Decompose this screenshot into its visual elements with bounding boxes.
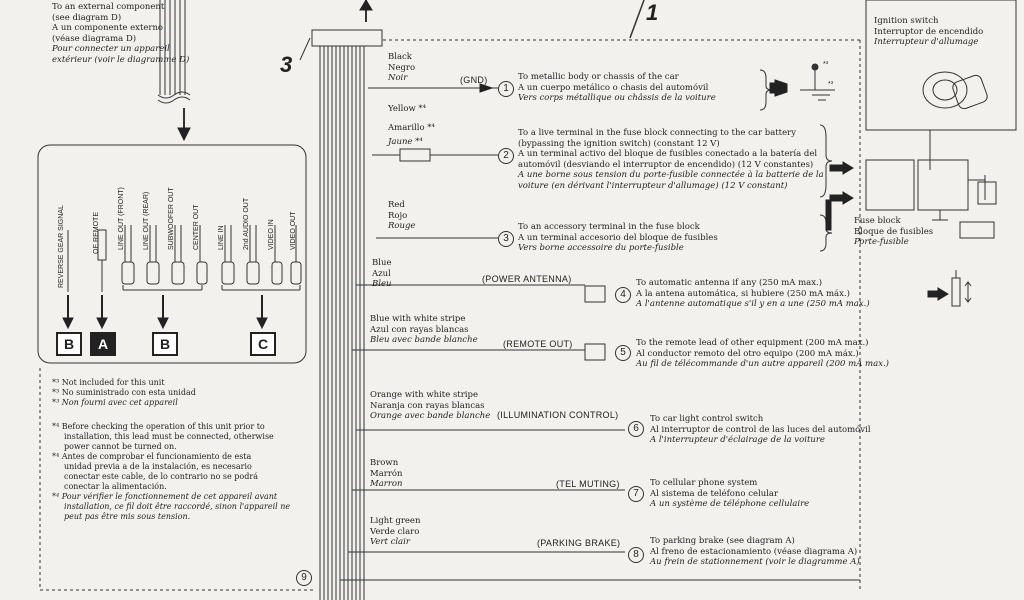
note-4-fr-2: installation, ce fil doit être raccordé, sinon l'appareil ne: [64, 502, 291, 511]
external-es-ref: (véase diagrama D): [52, 33, 137, 44]
note-4-en-1: *⁴ Before checking the operation of this unit prior to: [52, 422, 265, 431]
wire-1-tag: (GND): [460, 75, 488, 85]
external-en-ref: (see diagram D): [52, 12, 122, 23]
diagram-box-c: C: [250, 332, 276, 356]
rca-label-video-out: VIDEO OUT: [290, 211, 297, 250]
rca-label-line-in: LINE IN: [218, 225, 225, 250]
rca-label-reverse-gear: REVERSE GEAR SIGNAL: [58, 205, 65, 288]
note-3-es: *³ No suministrado con esta unidad: [52, 388, 196, 397]
wire-1-desc: To metallic body or chassis of the car A un cuerpo metálico o chasis del automóvil Vers corps métallique ou châssis de la voiture: [518, 72, 716, 103]
rca-label-2nd-audio-out: 2nd AUDIO OUT: [243, 197, 250, 250]
rca-label-oe-remote: OE REMOTE: [93, 211, 100, 254]
diagram-box-a: A: [90, 332, 116, 356]
wire-5-number: 5: [615, 345, 631, 361]
ignition-fr: Interrupteur d'allumage: [874, 37, 979, 47]
wire-1-color: Black Negro Noir: [388, 52, 416, 83]
wire-7-number: 7: [628, 486, 644, 502]
ignition-en: Ignition switch: [874, 16, 939, 26]
wire-4-color: Blue Azul Bleu: [372, 258, 392, 289]
wire-3-number: 3: [498, 231, 514, 247]
wire-6-number: 6: [628, 421, 644, 437]
note-4-fr-3: peut pas être mis sous tension.: [64, 512, 191, 521]
wire-5-desc: To the remote lead of other equipment (200 mA max.) Al conductor remoto del otro equipo (200 mA máx.) Au fil de télécommande d'un autre appareil (200 mA max.): [636, 338, 889, 369]
external-fr-2: extérieur (voir le diagramme D): [52, 54, 190, 65]
diagram-box-b-2: B: [152, 332, 178, 356]
note-3-fr: *³ Non fourni avec cet appareil: [52, 398, 178, 407]
note-4-es-3: conectar este cable, de lo contrario no se podrá: [64, 472, 258, 481]
diagram-box-b-1: B: [56, 332, 82, 356]
callout-3: 3: [280, 52, 293, 77]
wire-2-color: Yellow *⁴ Amarillo *⁴ Jaune *⁴: [388, 104, 435, 147]
wire-7-tag: (TEL MUTING): [556, 479, 620, 489]
wire-7-color: Brown Marrón Marron: [370, 458, 403, 489]
note-4-en-2: installation, this lead must be connected, otherwise: [64, 432, 274, 441]
wire-8-desc: To parking brake (see diagram A) Al freno de estacionamiento (véase diagrama A) Au frein de stationnement (voir le diagramme A): [650, 536, 860, 567]
wire-3-color: Red Rojo Rouge: [388, 200, 416, 231]
rca-label-subwoofer-out: SUBWOOFER OUT: [168, 187, 175, 250]
wire-2-desc: To a live terminal in the fuse block connecting to the car battery (bypassing the ignition switch) (constant 12 V) A un terminal activo del bloque de fusibles conectado a la batería del automóvil (desviando el interruptor de encendido) (12 V constantes) A une borne sous tension du porte-fusible connectée à la batterie de la voiture (en dérivant l'interrupteur d'allumage) (12 V constant): [518, 128, 824, 191]
circle-9: 9: [296, 570, 312, 586]
external-fr-1: Pour connecter un appareil: [52, 44, 170, 54]
wire-5-tag: (REMOTE OUT): [503, 339, 573, 349]
note-4-es-2: unidad previa a de la instalación, es necesario: [64, 462, 252, 471]
wire-4-number: 4: [615, 287, 631, 303]
note-4-es-1: *⁴ Antes de comprobar el funcionamiento de esta: [52, 452, 252, 461]
wire-8-tag: (PARKING BRAKE): [537, 538, 621, 548]
note-4-fr-1: *⁴ Pour vérifier le fonctionnement de cet appareil avant: [52, 492, 278, 501]
wire-1-number: 1: [498, 81, 514, 97]
rca-label-line-out-rear: LINE OUT (REAR): [143, 191, 150, 250]
rca-label-line-out-front: LINE OUT (FRONT): [118, 187, 125, 250]
wire-8-number: 8: [628, 547, 644, 563]
ground-mark-2: *³: [828, 81, 834, 88]
external-es: A un componente externo: [52, 23, 164, 33]
external-en: To an external component: [52, 2, 165, 12]
fuse-es: Bloque de fusibles: [854, 226, 934, 237]
note-4-es-4: conectar la alimentación.: [64, 482, 167, 491]
fuse-fr: Porte-fusible: [854, 237, 909, 247]
wire-8-color: Light green Verde claro Vert clair: [370, 516, 421, 547]
callout-1: 1: [646, 0, 659, 25]
ignition-es: Interruptor de encendido: [874, 26, 984, 37]
wire-4-desc: To automatic antenna if any (250 mA max.) A la antena automática, si hubiere (250 mA máx.) A l'antenne automatique s'il y en a une (250 mA max.): [636, 278, 870, 309]
wire-4-tag: (POWER ANTENNA): [482, 274, 572, 284]
ground-mark-1: *³: [823, 61, 829, 68]
wire-5-color: Blue with white stripe Azul con rayas blancas Bleu avec bande blanche: [370, 314, 478, 345]
rca-label-center-out: CENTER OUT: [193, 204, 200, 250]
note-4-en-3: power cannot be turned on.: [64, 442, 177, 451]
wire-3-desc: To an accessory terminal in the fuse block A un terminal accesorio del bloque de fusibles Vers borne accessoire du porte-fusible: [518, 222, 718, 253]
wire-2-number: 2: [498, 148, 514, 164]
wire-6-desc: To car light control switch Al interruptor de control de las luces del automóvil A l'interrupteur d'éclairage de la voiture: [650, 414, 871, 445]
wire-6-tag: (ILLUMINATION CONTROL): [497, 410, 619, 420]
fuse-en: Fuse block: [854, 216, 901, 226]
wire-6-color: Orange with white stripe Naranja con rayas blancas Orange avec bande blanche: [370, 390, 491, 421]
note-3-en: *³ Not included for this unit: [52, 378, 165, 387]
wire-7-desc: To cellular phone system Al sistema de teléfono celular A un système de téléphone cellulaire: [650, 478, 810, 509]
rca-label-video-in: VIDEO IN: [268, 219, 275, 250]
